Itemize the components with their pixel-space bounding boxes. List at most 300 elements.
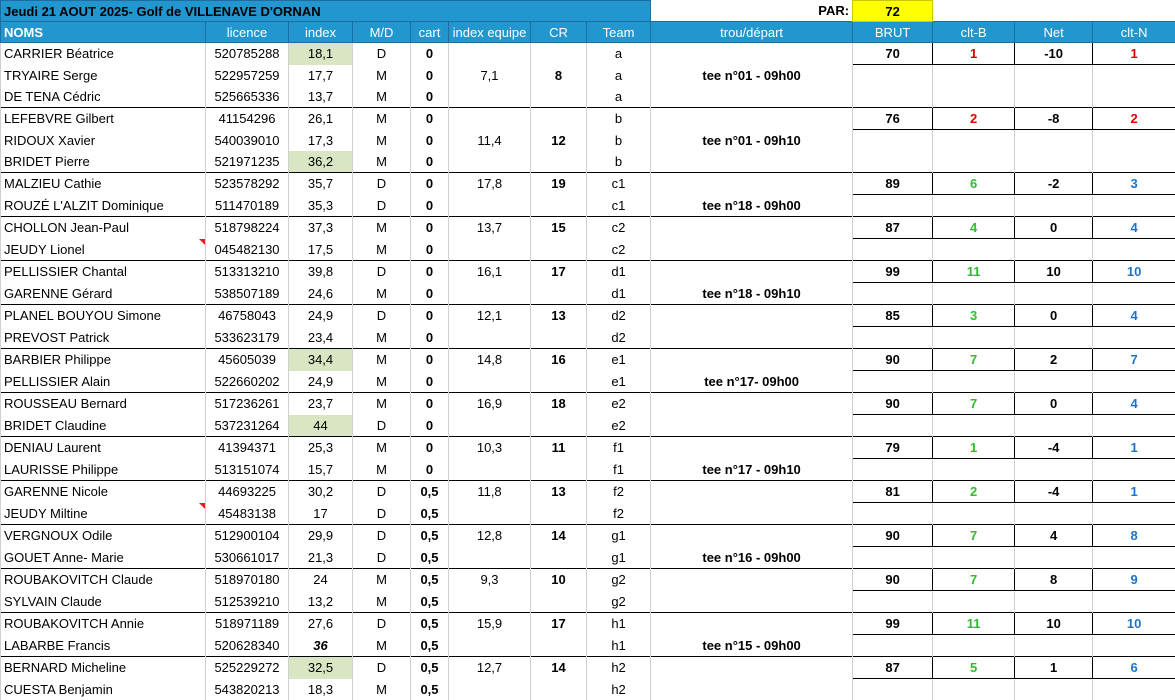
player-cart: 0	[411, 415, 449, 437]
team-index	[449, 415, 531, 437]
tee-time	[651, 613, 853, 635]
player-md: M	[353, 217, 411, 239]
rank-clt-b	[933, 86, 1015, 108]
tee-time: tee n°17- 09h00	[651, 371, 853, 393]
player-md: D	[353, 261, 411, 283]
score-brut	[853, 283, 933, 305]
rank-clt-n: 2	[1093, 108, 1175, 130]
rank-clt-b: 3	[933, 305, 1015, 327]
rank-clt-b	[933, 371, 1015, 393]
team-cr	[531, 503, 587, 525]
player-cart: 0	[411, 217, 449, 239]
score-net	[1015, 283, 1093, 305]
table-row	[1, 327, 1175, 349]
table-row	[1, 195, 1175, 217]
team-index: 15,9	[449, 613, 531, 635]
player-licence: 518971189	[206, 613, 289, 635]
team-cr: 8	[531, 65, 587, 87]
col-header-net: Net	[1015, 22, 1093, 43]
table-row	[1, 591, 1175, 613]
score-brut: 99	[853, 613, 933, 635]
team-cr	[531, 547, 587, 569]
player-index: 13,2	[289, 591, 353, 613]
score-brut	[853, 459, 933, 481]
team-letter: d2	[587, 305, 651, 327]
rank-clt-n	[1093, 591, 1175, 613]
score-brut	[853, 195, 933, 217]
rank-clt-b	[933, 459, 1015, 481]
rank-clt-b: 5	[933, 657, 1015, 679]
player-md: M	[353, 635, 411, 657]
score-net	[1015, 130, 1093, 152]
team-index	[449, 547, 531, 569]
rank-clt-n: 7	[1093, 349, 1175, 371]
tee-time	[651, 657, 853, 679]
score-net	[1015, 151, 1093, 173]
tee-time	[651, 591, 853, 613]
score-net	[1015, 503, 1093, 525]
player-licence: 525665336	[206, 86, 289, 108]
tee-time	[651, 151, 853, 173]
table-row	[1, 239, 1175, 261]
player-md: M	[353, 679, 411, 700]
player-licence: 518798224	[206, 217, 289, 239]
rank-clt-b: 7	[933, 525, 1015, 547]
team-cr	[531, 195, 587, 217]
player-index: 35,3	[289, 195, 353, 217]
tee-time	[651, 569, 853, 591]
team-cr: 19	[531, 173, 587, 195]
player-name: VERGNOUX Odile	[1, 525, 206, 547]
team-cr: 17	[531, 613, 587, 635]
player-cart: 0	[411, 43, 449, 65]
player-index: 13,7	[289, 86, 353, 108]
score-brut: 90	[853, 525, 933, 547]
player-cart: 0	[411, 173, 449, 195]
rank-clt-n	[1093, 195, 1175, 217]
team-cr: 17	[531, 261, 587, 283]
tee-time: tee n°01 - 09h00	[651, 65, 853, 87]
rank-clt-n	[1093, 327, 1175, 349]
score-brut	[853, 415, 933, 437]
team-cr	[531, 415, 587, 437]
col-header-clt-n: clt-N	[1093, 22, 1175, 43]
player-index: 27,6	[289, 613, 353, 635]
player-md: M	[353, 65, 411, 87]
rank-clt-n	[1093, 239, 1175, 261]
score-net	[1015, 635, 1093, 657]
player-licence: 523578292	[206, 173, 289, 195]
player-index: 36	[289, 635, 353, 657]
tee-time: tee n°18 - 09h00	[651, 195, 853, 217]
score-brut: 81	[853, 481, 933, 503]
score-net: 10	[1015, 261, 1093, 283]
player-md: D	[353, 195, 411, 217]
player-licence: 45605039	[206, 349, 289, 371]
tee-time	[651, 679, 853, 700]
table-row	[1, 459, 1175, 481]
rank-clt-b	[933, 547, 1015, 569]
player-name: PELLISSIER Alain	[1, 371, 206, 393]
score-net: -10	[1015, 43, 1093, 65]
player-index: 23,7	[289, 393, 353, 415]
score-brut: 87	[853, 217, 933, 239]
team-index: 12,1	[449, 305, 531, 327]
score-brut	[853, 679, 933, 700]
player-name: GOUET Anne- Marie	[1, 547, 206, 569]
player-md: D	[353, 415, 411, 437]
team-cr	[531, 327, 587, 349]
score-net: 10	[1015, 613, 1093, 635]
team-index	[449, 327, 531, 349]
rank-clt-n: 1	[1093, 481, 1175, 503]
player-index: 17,5	[289, 239, 353, 261]
player-cart: 0	[411, 459, 449, 481]
rank-clt-n	[1093, 679, 1175, 700]
score-net: 2	[1015, 349, 1093, 371]
table-row	[1, 569, 1175, 591]
team-index	[449, 151, 531, 173]
rank-clt-n	[1093, 65, 1175, 87]
player-md: M	[353, 437, 411, 459]
team-index	[449, 459, 531, 481]
rank-clt-b	[933, 283, 1015, 305]
team-cr: 11	[531, 437, 587, 459]
tee-time	[651, 437, 853, 459]
team-letter: d2	[587, 327, 651, 349]
player-name: PLANEL BOUYOU Simone	[1, 305, 206, 327]
team-letter: c1	[587, 173, 651, 195]
player-name: CUESTA Benjamin	[1, 679, 206, 700]
player-cart: 0	[411, 349, 449, 371]
rank-clt-b: 1	[933, 437, 1015, 459]
score-net	[1015, 415, 1093, 437]
rank-clt-n: 1	[1093, 43, 1175, 65]
player-licence: 525229272	[206, 657, 289, 679]
team-cr: 18	[531, 393, 587, 415]
team-cr	[531, 459, 587, 481]
score-brut	[853, 591, 933, 613]
player-name: PREVOST Patrick	[1, 327, 206, 349]
score-net	[1015, 65, 1093, 87]
team-letter: a	[587, 65, 651, 87]
header-row	[1, 22, 1175, 43]
player-licence: 513151074	[206, 459, 289, 481]
team-letter: c1	[587, 195, 651, 217]
score-brut	[853, 371, 933, 393]
table-row	[1, 217, 1175, 239]
rank-clt-b: 11	[933, 613, 1015, 635]
player-index: 44	[289, 415, 353, 437]
col-header-index: index	[289, 22, 353, 43]
team-cr: 13	[531, 305, 587, 327]
player-licence: 520785288	[206, 43, 289, 65]
score-net: 8	[1015, 569, 1093, 591]
player-md: M	[353, 569, 411, 591]
table-row	[1, 525, 1175, 547]
score-net: 0	[1015, 305, 1093, 327]
player-cart: 0,5	[411, 525, 449, 547]
player-name: GARENNE Gérard	[1, 283, 206, 305]
score-brut: 90	[853, 569, 933, 591]
player-index: 17,7	[289, 65, 353, 87]
player-cart: 0,5	[411, 481, 449, 503]
team-index	[449, 591, 531, 613]
player-name: SYLVAIN Claude	[1, 591, 206, 613]
team-letter: h2	[587, 657, 651, 679]
player-licence: 46758043	[206, 305, 289, 327]
player-index: 29,9	[289, 525, 353, 547]
score-brut	[853, 239, 933, 261]
team-cr: 15	[531, 217, 587, 239]
team-letter: g1	[587, 547, 651, 569]
player-cart: 0	[411, 437, 449, 459]
player-cart: 0,5	[411, 591, 449, 613]
tee-time	[651, 86, 853, 108]
team-letter: b	[587, 130, 651, 152]
table-row	[1, 657, 1175, 679]
player-cart: 0,5	[411, 503, 449, 525]
player-licence: 537231264	[206, 415, 289, 437]
player-licence: 533623179	[206, 327, 289, 349]
score-net	[1015, 547, 1093, 569]
player-md: D	[353, 613, 411, 635]
rank-clt-b	[933, 415, 1015, 437]
table-row	[1, 437, 1175, 459]
score-brut	[853, 635, 933, 657]
player-name: ROUBAKOVITCH Claude	[1, 569, 206, 591]
player-licence: 41154296	[206, 108, 289, 130]
table-row	[1, 613, 1175, 635]
player-name: LABARBE Francis	[1, 635, 206, 657]
player-md: M	[353, 108, 411, 130]
player-name: DE TENA Cédric	[1, 86, 206, 108]
team-index	[449, 371, 531, 393]
team-index	[449, 635, 531, 657]
table-row	[1, 305, 1175, 327]
team-letter: d1	[587, 283, 651, 305]
player-cart: 0	[411, 305, 449, 327]
table-row	[1, 547, 1175, 569]
player-index: 30,2	[289, 481, 353, 503]
player-index: 24	[289, 569, 353, 591]
score-net	[1015, 591, 1093, 613]
player-index: 35,7	[289, 173, 353, 195]
player-name: CARRIER Béatrice	[1, 43, 206, 65]
player-index: 24,6	[289, 283, 353, 305]
team-letter: c2	[587, 239, 651, 261]
team-cr	[531, 591, 587, 613]
team-index: 17,8	[449, 173, 531, 195]
team-letter: f2	[587, 503, 651, 525]
player-cart: 0	[411, 130, 449, 152]
team-cr: 10	[531, 569, 587, 591]
score-net	[1015, 86, 1093, 108]
player-md: M	[353, 151, 411, 173]
rank-clt-n: 10	[1093, 613, 1175, 635]
rank-clt-n	[1093, 635, 1175, 657]
rank-clt-b: 2	[933, 481, 1015, 503]
player-licence: 512900104	[206, 525, 289, 547]
team-letter: b	[587, 151, 651, 173]
player-name: RIDOUX Xavier	[1, 130, 206, 152]
player-md: M	[353, 239, 411, 261]
rank-clt-n: 1	[1093, 437, 1175, 459]
player-cart: 0	[411, 108, 449, 130]
player-cart: 0	[411, 239, 449, 261]
rank-clt-n	[1093, 503, 1175, 525]
score-net	[1015, 371, 1093, 393]
player-name: JEUDY Lionel	[1, 239, 206, 261]
player-cart: 0,5	[411, 613, 449, 635]
rank-clt-n	[1093, 547, 1175, 569]
team-letter: d1	[587, 261, 651, 283]
player-index: 24,9	[289, 371, 353, 393]
table-row	[1, 86, 1175, 108]
title-row	[1, 1, 1175, 22]
player-index: 34,4	[289, 349, 353, 371]
rank-clt-b: 4	[933, 217, 1015, 239]
player-md: D	[353, 547, 411, 569]
score-brut	[853, 151, 933, 173]
team-cr	[531, 239, 587, 261]
rank-clt-b: 7	[933, 393, 1015, 415]
team-letter: g1	[587, 525, 651, 547]
score-net: 1	[1015, 657, 1093, 679]
rank-clt-n	[1093, 415, 1175, 437]
player-name: GARENNE Nicole	[1, 481, 206, 503]
rank-clt-b	[933, 195, 1015, 217]
col-header-brut: BRUT	[853, 22, 933, 43]
player-licence: 530661017	[206, 547, 289, 569]
team-letter: h1	[587, 635, 651, 657]
rank-clt-n: 4	[1093, 393, 1175, 415]
rank-clt-b	[933, 679, 1015, 700]
table-row	[1, 349, 1175, 371]
team-cr	[531, 151, 587, 173]
par-label: PAR:	[651, 1, 853, 22]
table-row	[1, 635, 1175, 657]
team-cr	[531, 679, 587, 700]
team-letter: f1	[587, 437, 651, 459]
table-row	[1, 283, 1175, 305]
player-index: 21,3	[289, 547, 353, 569]
tee-time	[651, 327, 853, 349]
team-index	[449, 503, 531, 525]
team-cr: 12	[531, 130, 587, 152]
player-md: D	[353, 525, 411, 547]
player-cart: 0,5	[411, 679, 449, 700]
team-index	[449, 86, 531, 108]
tee-time: tee n°01 - 09h10	[651, 130, 853, 152]
team-cr	[531, 283, 587, 305]
player-cart: 0	[411, 371, 449, 393]
score-brut	[853, 65, 933, 87]
player-cart: 0,5	[411, 635, 449, 657]
col-header-licence: licence	[206, 22, 289, 43]
table-row	[1, 151, 1175, 173]
player-index: 17	[289, 503, 353, 525]
score-net	[1015, 239, 1093, 261]
player-licence: 513313210	[206, 261, 289, 283]
tee-time	[651, 305, 853, 327]
player-name: BRIDET Claudine	[1, 415, 206, 437]
rank-clt-b	[933, 503, 1015, 525]
player-md: D	[353, 43, 411, 65]
player-licence: 538507189	[206, 283, 289, 305]
rank-clt-b: 7	[933, 349, 1015, 371]
player-licence: 540039010	[206, 130, 289, 152]
score-brut: 87	[853, 657, 933, 679]
team-cr: 13	[531, 481, 587, 503]
tee-time	[651, 481, 853, 503]
team-index	[449, 43, 531, 65]
table-row	[1, 108, 1175, 130]
team-letter: h1	[587, 613, 651, 635]
player-licence: 41394371	[206, 437, 289, 459]
player-licence: 522957259	[206, 65, 289, 87]
team-index	[449, 283, 531, 305]
player-index: 39,8	[289, 261, 353, 283]
score-net: -4	[1015, 481, 1093, 503]
table-row	[1, 261, 1175, 283]
player-md: M	[353, 283, 411, 305]
player-licence: 521971235	[206, 151, 289, 173]
team-letter: a	[587, 43, 651, 65]
player-cart: 0	[411, 283, 449, 305]
player-cart: 0	[411, 195, 449, 217]
score-brut: 85	[853, 305, 933, 327]
table-row	[1, 415, 1175, 437]
player-index: 23,4	[289, 327, 353, 349]
player-md: D	[353, 305, 411, 327]
page-title: Jeudi 21 AOUT 2025- Golf de VILLENAVE D'ORNAN	[1, 1, 651, 22]
player-index: 25,3	[289, 437, 353, 459]
team-letter: f1	[587, 459, 651, 481]
table-row	[1, 173, 1175, 195]
rank-clt-n: 3	[1093, 173, 1175, 195]
player-md: M	[353, 459, 411, 481]
player-name: LAURISSE Philippe	[1, 459, 206, 481]
team-cr	[531, 635, 587, 657]
player-cart: 0,5	[411, 569, 449, 591]
team-index	[449, 239, 531, 261]
tee-time	[651, 217, 853, 239]
rank-clt-b: 6	[933, 173, 1015, 195]
team-letter: e1	[587, 349, 651, 371]
table-row	[1, 130, 1175, 152]
tee-time	[651, 503, 853, 525]
team-index: 14,8	[449, 349, 531, 371]
col-header-noms: NOMS	[1, 22, 206, 43]
player-md: D	[353, 173, 411, 195]
team-index: 12,7	[449, 657, 531, 679]
rank-clt-b: 11	[933, 261, 1015, 283]
col-header-md: M/D	[353, 22, 411, 43]
score-net: 0	[1015, 217, 1093, 239]
team-index	[449, 679, 531, 700]
player-index: 17,3	[289, 130, 353, 152]
player-name: BRIDET Pierre	[1, 151, 206, 173]
player-name: MALZIEU Cathie	[1, 173, 206, 195]
score-brut	[853, 547, 933, 569]
team-letter: h2	[587, 679, 651, 700]
col-header-cart: cart	[411, 22, 449, 43]
rank-clt-n: 8	[1093, 525, 1175, 547]
team-letter: a	[587, 86, 651, 108]
player-name: CHOLLON Jean-Paul	[1, 217, 206, 239]
team-index	[449, 108, 531, 130]
